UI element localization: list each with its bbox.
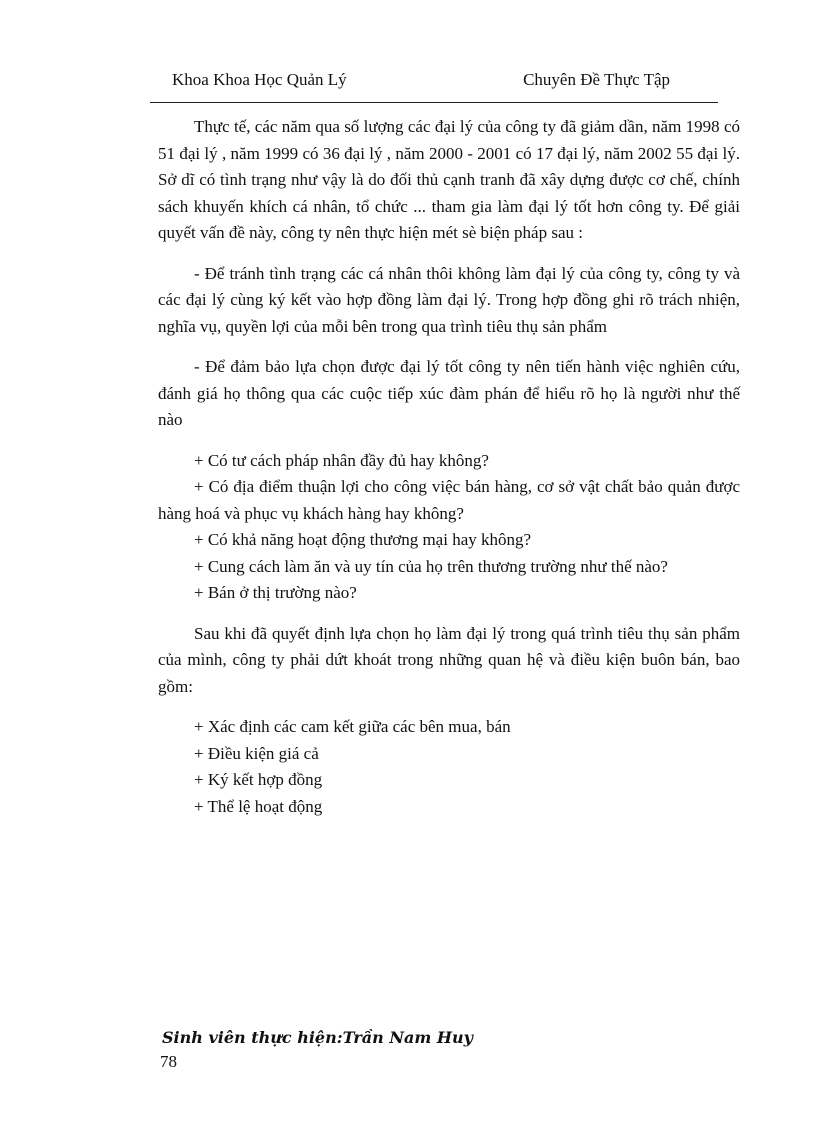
- header-faculty: Khoa Khoa Học Quản Lý: [172, 70, 347, 89]
- paragraph-intro: Thực tế, các năm qua số lượng các đại lý của công ty đã giảm dần, năm 1998 có 51 đại lý , năm 1999 có 36 đại lý , năm 2000 - 2001 có 17 đại lý, năm 2002 55 đại lý. Sở dĩ có tình trạng như vậy là do đối thủ cạnh tranh đã xây dựng được cơ chế, chính sách khuyến khích cá nhân, tổ chức ... tham gia làm đại lý tốt hơn công ty. Để giải quyết vấn đề này, công ty nên thực hiện mét sè biện pháp sau :: [158, 117, 740, 242]
- condition-item: + Xác định các cam kết giữa các bên mua, bán: [194, 717, 511, 736]
- criteria-item: + Cung cách làm ăn và uy tín của họ trên thương trường như thế nào?: [194, 556, 668, 576]
- criteria-item: + Có tư cách pháp nhân đầy đủ hay không?: [194, 450, 489, 470]
- condition-item: + Điều kiện giá cả: [194, 743, 319, 763]
- condition-item: + Ký kết hợp đồng: [194, 770, 323, 789]
- paragraph-closing: Sau khi đã quyết định lựa chọn họ làm đại lý trong quá trình tiêu thụ sản phẩm của mình, công ty phải dứt khoát trong những quan hệ và điều kiện buôn bán, bao gồm:: [158, 623, 740, 696]
- criteria-item: + Có khả năng hoạt động thương mại hay không?: [194, 530, 532, 549]
- document-body: [158, 114, 740, 834]
- criteria-list: [158, 448, 740, 607]
- paragraph-selection-measure: - Để đảm bảo lựa chọn được đại lý tốt công ty nên tiến hành việc nghiên cứu, đánh giá họ thông qua các cuộc tiếp xúc đàm phán để hiểu rõ họ là người như thế nào: [158, 357, 740, 429]
- paragraph-contract-measure: - Để tránh tình trạng các cá nhân thôi không làm đại lý của công ty, công ty và các đại lý cùng ký kết vào hợp đồng làm đại lý. Trong hợp đồng ghi rõ trách nhiện, nghĩa vụ, quyền lợi của mỗi bên trong qua trình tiêu thụ sản phẩm: [158, 263, 740, 336]
- conditions-list: [158, 714, 740, 820]
- criteria-item: + Có địa điểm thuận lợi cho công việc bán hàng, cơ sở vật chất bảo quản được hàng hoá và phục vụ khách hàng hay không?: [158, 477, 740, 523]
- condition-item: + Thể lệ hoạt động: [194, 796, 323, 816]
- page-header: [150, 68, 718, 103]
- criteria-item: + Bán ở thị trường nào?: [194, 583, 357, 602]
- footer-signature: Sinh viên thực hiện:Trần Nam Huy: [162, 1028, 473, 1047]
- header-report-title: Chuyên Đề Thực Tập: [523, 70, 670, 89]
- page-number: 78: [160, 1052, 177, 1071]
